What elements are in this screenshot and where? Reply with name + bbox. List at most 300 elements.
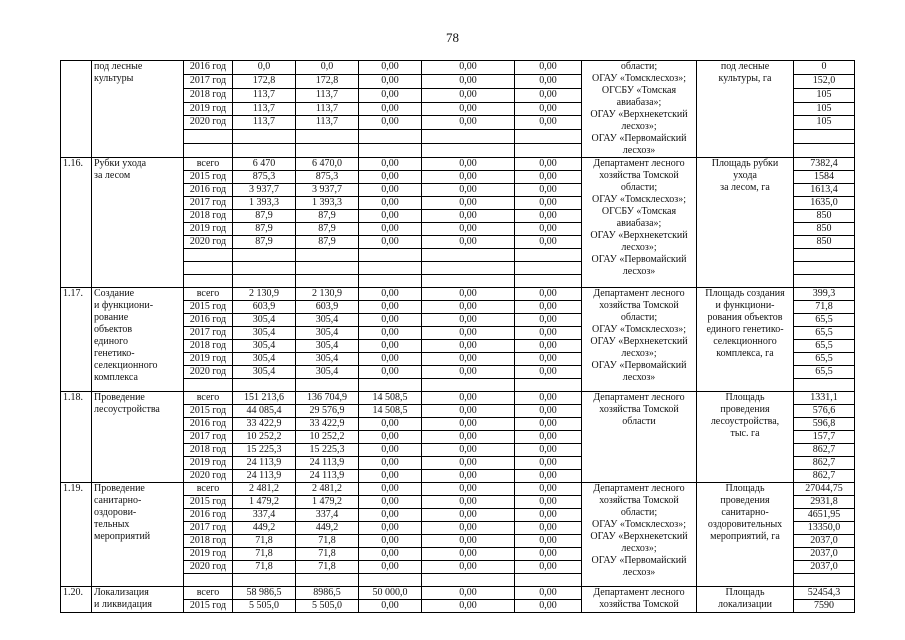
cell-d — [422, 275, 515, 288]
cell-e: 0,00 — [515, 444, 582, 457]
cell-a: 337,4 — [233, 509, 296, 522]
cell-e: 0,00 — [515, 470, 582, 483]
item-name: под лесные культуры — [92, 61, 184, 158]
cell-year: 2016 год — [184, 184, 233, 197]
cell-indicator-value: 1331,1 — [794, 392, 855, 405]
cell-indicator-value: 105 — [794, 116, 855, 130]
cell-e: 0,00 — [515, 116, 582, 130]
cell-year: 2017 год — [184, 327, 233, 340]
cell-indicator-value: 65,5 — [794, 314, 855, 327]
cell-indicator-value — [794, 379, 855, 392]
cell-a: 87,9 — [233, 210, 296, 223]
cell-b: 8986,5 — [296, 587, 359, 600]
cell-year: 2019 год — [184, 548, 233, 561]
cell-d: 0,00 — [422, 431, 515, 444]
cell-c — [359, 130, 422, 144]
cell-b: 113,7 — [296, 88, 359, 102]
cell-a: 875,3 — [233, 171, 296, 184]
cell-indicator-value: 850 — [794, 223, 855, 236]
cell-indicator-value: 65,5 — [794, 353, 855, 366]
cell-c: 0,00 — [359, 74, 422, 88]
cell-year: 2015 год — [184, 405, 233, 418]
cell-year: 2020 год — [184, 470, 233, 483]
cell-c: 0,00 — [359, 327, 422, 340]
cell-indicator-value: 52454,3 — [794, 587, 855, 600]
cell-e: 0,00 — [515, 236, 582, 249]
cell-year: 2020 год — [184, 366, 233, 379]
cell-c: 0,00 — [359, 600, 422, 613]
cell-d: 0,00 — [422, 535, 515, 548]
cell-d: 0,00 — [422, 223, 515, 236]
cell-a: 305,4 — [233, 340, 296, 353]
cell-d: 0,00 — [422, 327, 515, 340]
cell-year: 2016 год — [184, 61, 233, 75]
cell-year — [184, 275, 233, 288]
cell-d — [422, 249, 515, 262]
cell-e: 0,00 — [515, 223, 582, 236]
cell-e — [515, 262, 582, 275]
cell-e: 0,00 — [515, 184, 582, 197]
cell-year: 2019 год — [184, 457, 233, 470]
cell-a: 87,9 — [233, 223, 296, 236]
cell-a: 1 479,2 — [233, 496, 296, 509]
item-name: Проведение санитарно- оздорови- тельных мероприятий — [92, 483, 184, 587]
cell-c: 0,00 — [359, 548, 422, 561]
cell-a: 113,7 — [233, 116, 296, 130]
indicator-cell: Площадь проведения лесоустройства, тыс. га — [697, 392, 794, 483]
cell-c: 0,00 — [359, 535, 422, 548]
cell-d: 0,00 — [422, 366, 515, 379]
cell-a: 172,8 — [233, 74, 296, 88]
cell-b: 305,4 — [296, 327, 359, 340]
cell-year: всего — [184, 158, 233, 171]
cell-e — [515, 249, 582, 262]
cell-c: 14 508,5 — [359, 392, 422, 405]
cell-a — [233, 144, 296, 158]
cell-c: 0,00 — [359, 236, 422, 249]
cell-e: 0,00 — [515, 171, 582, 184]
item-number: 1.16. — [61, 158, 92, 288]
indicator-cell: Площадь рубки ухода за лесом, га — [697, 158, 794, 288]
cell-indicator-value — [794, 144, 855, 158]
cell-e: 0,00 — [515, 457, 582, 470]
cell-indicator-value: 105 — [794, 102, 855, 116]
cell-b: 10 252,2 — [296, 431, 359, 444]
cell-d: 0,00 — [422, 561, 515, 574]
cell-d: 0,00 — [422, 600, 515, 613]
cell-c: 14 508,5 — [359, 405, 422, 418]
cell-e: 0,00 — [515, 210, 582, 223]
table-row — [61, 392, 855, 405]
cell-a — [233, 130, 296, 144]
cell-e: 0,00 — [515, 522, 582, 535]
cell-a — [233, 275, 296, 288]
cell-indicator-value: 13350,0 — [794, 522, 855, 535]
cell-e: 0,00 — [515, 548, 582, 561]
cell-c: 0,00 — [359, 102, 422, 116]
cell-e: 0,00 — [515, 431, 582, 444]
cell-c: 0,00 — [359, 418, 422, 431]
cell-indicator-value: 850 — [794, 236, 855, 249]
cell-b: 2 481,2 — [296, 483, 359, 496]
cell-year: 2020 год — [184, 561, 233, 574]
cell-indicator-value — [794, 262, 855, 275]
cell-c: 0,00 — [359, 88, 422, 102]
cell-year — [184, 574, 233, 587]
cell-a: 449,2 — [233, 522, 296, 535]
item-number: 1.17. — [61, 288, 92, 392]
cell-c: 0,00 — [359, 522, 422, 535]
cell-d: 0,00 — [422, 509, 515, 522]
cell-indicator-value: 576,6 — [794, 405, 855, 418]
cell-indicator-value: 0 — [794, 61, 855, 75]
cell-year: 2015 год — [184, 496, 233, 509]
cell-b: 305,4 — [296, 366, 359, 379]
cell-d: 0,00 — [422, 548, 515, 561]
cell-indicator-value: 27044,75 — [794, 483, 855, 496]
cell-indicator-value: 65,5 — [794, 327, 855, 340]
executor-cell: области; ОГАУ «Томсклесхоз»; ОГСБУ «Томская авиабаза»; ОГАУ «Верхнекетский лесхоз»; ОГАУ «Первомайский лесхоз» — [582, 61, 697, 158]
cell-c: 0,00 — [359, 288, 422, 301]
cell-b: 71,8 — [296, 548, 359, 561]
cell-b — [296, 379, 359, 392]
cell-indicator-value: 2037,0 — [794, 561, 855, 574]
item-number: 1.18. — [61, 392, 92, 483]
cell-a: 24 113,9 — [233, 470, 296, 483]
cell-d: 0,00 — [422, 184, 515, 197]
cell-d: 0,00 — [422, 74, 515, 88]
cell-year: 2016 год — [184, 418, 233, 431]
cell-indicator-value: 1584 — [794, 171, 855, 184]
cell-b: 1 393,3 — [296, 197, 359, 210]
cell-e: 0,00 — [515, 88, 582, 102]
cell-a: 3 937,7 — [233, 184, 296, 197]
cell-a: 113,7 — [233, 102, 296, 116]
cell-indicator-value — [794, 275, 855, 288]
item-name: Создание и функциони- рование объектов единого генетико- селекционного комплекса — [92, 288, 184, 392]
cell-indicator-value: 399,3 — [794, 288, 855, 301]
cell-a: 305,4 — [233, 314, 296, 327]
cell-b: 3 937,7 — [296, 184, 359, 197]
executor-cell: Департамент лесного хозяйства Томской области; ОГАУ «Томсклесхоз»; ОГАУ «Верхнекетский лесхоз»; ОГАУ «Первомайский лесхоз» — [582, 483, 697, 587]
cell-c: 0,00 — [359, 223, 422, 236]
cell-d: 0,00 — [422, 210, 515, 223]
cell-d: 0,00 — [422, 483, 515, 496]
cell-b: 0,0 — [296, 61, 359, 75]
cell-b: 337,4 — [296, 509, 359, 522]
cell-d: 0,00 — [422, 587, 515, 600]
cell-a — [233, 249, 296, 262]
cell-indicator-value: 7590 — [794, 600, 855, 613]
cell-e: 0,00 — [515, 301, 582, 314]
cell-b: 24 113,9 — [296, 457, 359, 470]
cell-e — [515, 130, 582, 144]
cell-b: 33 422,9 — [296, 418, 359, 431]
cell-a: 71,8 — [233, 535, 296, 548]
cell-a: 113,7 — [233, 88, 296, 102]
cell-c: 0,00 — [359, 210, 422, 223]
cell-year: 2018 год — [184, 340, 233, 353]
indicator-cell: Площадь проведения санитарно- оздоровительных мероприятий, га — [697, 483, 794, 587]
cell-c: 0,00 — [359, 496, 422, 509]
cell-a: 44 085,4 — [233, 405, 296, 418]
cell-e: 0,00 — [515, 483, 582, 496]
cell-e: 0,00 — [515, 353, 582, 366]
cell-e: 0,00 — [515, 340, 582, 353]
cell-c: 0,00 — [359, 366, 422, 379]
cell-c — [359, 144, 422, 158]
cell-year: 2017 год — [184, 522, 233, 535]
cell-e: 0,00 — [515, 509, 582, 522]
cell-b: 305,4 — [296, 340, 359, 353]
cell-d: 0,00 — [422, 88, 515, 102]
cell-e — [515, 379, 582, 392]
cell-year: всего — [184, 288, 233, 301]
cell-b: 5 505,0 — [296, 600, 359, 613]
cell-a: 33 422,9 — [233, 418, 296, 431]
cell-year: 2017 год — [184, 197, 233, 210]
cell-indicator-value: 862,7 — [794, 444, 855, 457]
cell-c — [359, 379, 422, 392]
cell-e: 0,00 — [515, 74, 582, 88]
cell-year: 2018 год — [184, 535, 233, 548]
cell-indicator-value: 71,8 — [794, 301, 855, 314]
cell-d: 0,00 — [422, 197, 515, 210]
table-row — [61, 158, 855, 171]
cell-d: 0,00 — [422, 392, 515, 405]
cell-a: 87,9 — [233, 236, 296, 249]
cell-d: 0,00 — [422, 418, 515, 431]
cell-a: 71,8 — [233, 548, 296, 561]
cell-a: 2 481,2 — [233, 483, 296, 496]
cell-b — [296, 130, 359, 144]
cell-e: 0,00 — [515, 327, 582, 340]
cell-b: 305,4 — [296, 314, 359, 327]
cell-indicator-value: 65,5 — [794, 366, 855, 379]
cell-indicator-value: 157,7 — [794, 431, 855, 444]
cell-e: 0,00 — [515, 405, 582, 418]
cell-c: 0,00 — [359, 457, 422, 470]
cell-b: 875,3 — [296, 171, 359, 184]
cell-c: 0,00 — [359, 561, 422, 574]
cell-d: 0,00 — [422, 457, 515, 470]
cell-a: 305,4 — [233, 353, 296, 366]
cell-indicator-value: 65,5 — [794, 340, 855, 353]
cell-year: 2015 год — [184, 301, 233, 314]
cell-c: 0,00 — [359, 509, 422, 522]
cell-year: всего — [184, 587, 233, 600]
cell-d: 0,00 — [422, 522, 515, 535]
cell-d: 0,00 — [422, 236, 515, 249]
table-row — [61, 288, 855, 301]
cell-b: 24 113,9 — [296, 470, 359, 483]
table-row — [61, 483, 855, 496]
cell-e: 0,00 — [515, 197, 582, 210]
cell-b: 1 479,2 — [296, 496, 359, 509]
cell-year — [184, 144, 233, 158]
cell-d: 0,00 — [422, 171, 515, 184]
cell-c: 0,00 — [359, 171, 422, 184]
cell-e — [515, 574, 582, 587]
cell-e: 0,00 — [515, 102, 582, 116]
cell-b: 449,2 — [296, 522, 359, 535]
cell-e: 0,00 — [515, 392, 582, 405]
cell-d: 0,00 — [422, 470, 515, 483]
cell-a: 6 470 — [233, 158, 296, 171]
cell-d — [422, 130, 515, 144]
cell-indicator-value: 862,7 — [794, 457, 855, 470]
cell-b: 71,8 — [296, 561, 359, 574]
cell-year — [184, 262, 233, 275]
cell-a: 305,4 — [233, 327, 296, 340]
cell-a: 58 986,5 — [233, 587, 296, 600]
cell-c: 0,00 — [359, 314, 422, 327]
cell-a — [233, 574, 296, 587]
cell-b — [296, 249, 359, 262]
cell-c: 0,00 — [359, 353, 422, 366]
cell-year: 2019 год — [184, 353, 233, 366]
item-number: 1.20. — [61, 587, 92, 613]
cell-c: 0,00 — [359, 301, 422, 314]
cell-b: 305,4 — [296, 353, 359, 366]
cell-b — [296, 275, 359, 288]
cell-b: 6 470,0 — [296, 158, 359, 171]
cell-b: 136 704,9 — [296, 392, 359, 405]
cell-d — [422, 574, 515, 587]
table-row — [61, 61, 855, 75]
cell-d: 0,00 — [422, 288, 515, 301]
cell-indicator-value: 4651,95 — [794, 509, 855, 522]
cell-a: 5 505,0 — [233, 600, 296, 613]
cell-e: 0,00 — [515, 587, 582, 600]
cell-indicator-value — [794, 249, 855, 262]
cell-d: 0,00 — [422, 314, 515, 327]
item-number — [61, 61, 92, 158]
cell-indicator-value: 850 — [794, 210, 855, 223]
cell-year: 2018 год — [184, 210, 233, 223]
cell-a: 10 252,2 — [233, 431, 296, 444]
cell-c — [359, 574, 422, 587]
cell-b: 603,9 — [296, 301, 359, 314]
cell-c — [359, 275, 422, 288]
cell-indicator-value: 105 — [794, 88, 855, 102]
cell-indicator-value: 2037,0 — [794, 548, 855, 561]
cell-e: 0,00 — [515, 600, 582, 613]
cell-d: 0,00 — [422, 496, 515, 509]
cell-year — [184, 379, 233, 392]
cell-d: 0,00 — [422, 102, 515, 116]
executor-cell: Департамент лесного хозяйства Томской области; ОГАУ «Томсклесхоз»; ОГСБУ «Томская авиабаза»; ОГАУ «Верхнекетский лесхоз»; ОГАУ «Первомайский лесхоз» — [582, 158, 697, 288]
cell-c: 0,00 — [359, 483, 422, 496]
item-name: Проведение лесоустройства — [92, 392, 184, 483]
cell-c: 0,00 — [359, 197, 422, 210]
cell-c: 50 000,0 — [359, 587, 422, 600]
cell-a: 2 130,9 — [233, 288, 296, 301]
cell-year: 2016 год — [184, 314, 233, 327]
cell-indicator-value: 152,0 — [794, 74, 855, 88]
cell-b: 15 225,3 — [296, 444, 359, 457]
cell-year: 2017 год — [184, 74, 233, 88]
cell-indicator-value: 1635,0 — [794, 197, 855, 210]
cell-indicator-value: 7382,4 — [794, 158, 855, 171]
cell-a: 71,8 — [233, 561, 296, 574]
cell-indicator-value: 862,7 — [794, 470, 855, 483]
table-row — [61, 587, 855, 600]
cell-a — [233, 262, 296, 275]
cell-a: 1 393,3 — [233, 197, 296, 210]
cell-a: 24 113,9 — [233, 457, 296, 470]
item-name: Локализация и ликвидация — [92, 587, 184, 613]
cell-b: 87,9 — [296, 210, 359, 223]
cell-year: 2018 год — [184, 444, 233, 457]
executor-cell: Департамент лесного хозяйства Томской области; ОГАУ «Томсклесхоз»; ОГАУ «Верхнекетский лесхоз»; ОГАУ «Первомайский лесхоз» — [582, 288, 697, 392]
cell-year: 2020 год — [184, 116, 233, 130]
cell-e: 0,00 — [515, 61, 582, 75]
cell-b: 113,7 — [296, 102, 359, 116]
cell-indicator-value: 596,8 — [794, 418, 855, 431]
cell-b: 71,8 — [296, 535, 359, 548]
budget-table — [60, 60, 855, 613]
executor-cell: Департамент лесного хозяйства Томской — [582, 587, 697, 613]
cell-b: 87,9 — [296, 236, 359, 249]
cell-d: 0,00 — [422, 301, 515, 314]
cell-c — [359, 249, 422, 262]
cell-indicator-value — [794, 130, 855, 144]
cell-year: 2016 год — [184, 509, 233, 522]
cell-a: 15 225,3 — [233, 444, 296, 457]
cell-b: 113,7 — [296, 116, 359, 130]
cell-year — [184, 249, 233, 262]
cell-e — [515, 144, 582, 158]
cell-a: 305,4 — [233, 366, 296, 379]
item-number: 1.19. — [61, 483, 92, 587]
cell-b — [296, 144, 359, 158]
cell-indicator-value: 2037,0 — [794, 535, 855, 548]
cell-e: 0,00 — [515, 288, 582, 301]
cell-b: 2 130,9 — [296, 288, 359, 301]
cell-year: всего — [184, 392, 233, 405]
cell-c: 0,00 — [359, 444, 422, 457]
cell-e: 0,00 — [515, 418, 582, 431]
cell-c: 0,00 — [359, 431, 422, 444]
cell-year: 2018 год — [184, 88, 233, 102]
cell-d — [422, 379, 515, 392]
cell-a — [233, 379, 296, 392]
cell-c: 0,00 — [359, 470, 422, 483]
cell-e: 0,00 — [515, 366, 582, 379]
executor-cell: Департамент лесного хозяйства Томской области — [582, 392, 697, 483]
indicator-cell: Площадь создания и функциони- рования объектов единого генетико- селекционного комплекса, га — [697, 288, 794, 392]
cell-year: 2015 год — [184, 171, 233, 184]
cell-d: 0,00 — [422, 444, 515, 457]
cell-c: 0,00 — [359, 340, 422, 353]
cell-c — [359, 262, 422, 275]
cell-b: 172,8 — [296, 74, 359, 88]
item-name: Рубки ухода за лесом — [92, 158, 184, 288]
cell-b: 29 576,9 — [296, 405, 359, 418]
cell-d — [422, 262, 515, 275]
cell-d — [422, 144, 515, 158]
cell-a: 0,0 — [233, 61, 296, 75]
indicator-cell: Площадь локализации — [697, 587, 794, 613]
cell-d: 0,00 — [422, 340, 515, 353]
cell-a: 603,9 — [233, 301, 296, 314]
cell-year: 2019 год — [184, 223, 233, 236]
cell-d: 0,00 — [422, 353, 515, 366]
cell-b — [296, 574, 359, 587]
cell-d: 0,00 — [422, 61, 515, 75]
page-number: 78 — [446, 30, 459, 45]
